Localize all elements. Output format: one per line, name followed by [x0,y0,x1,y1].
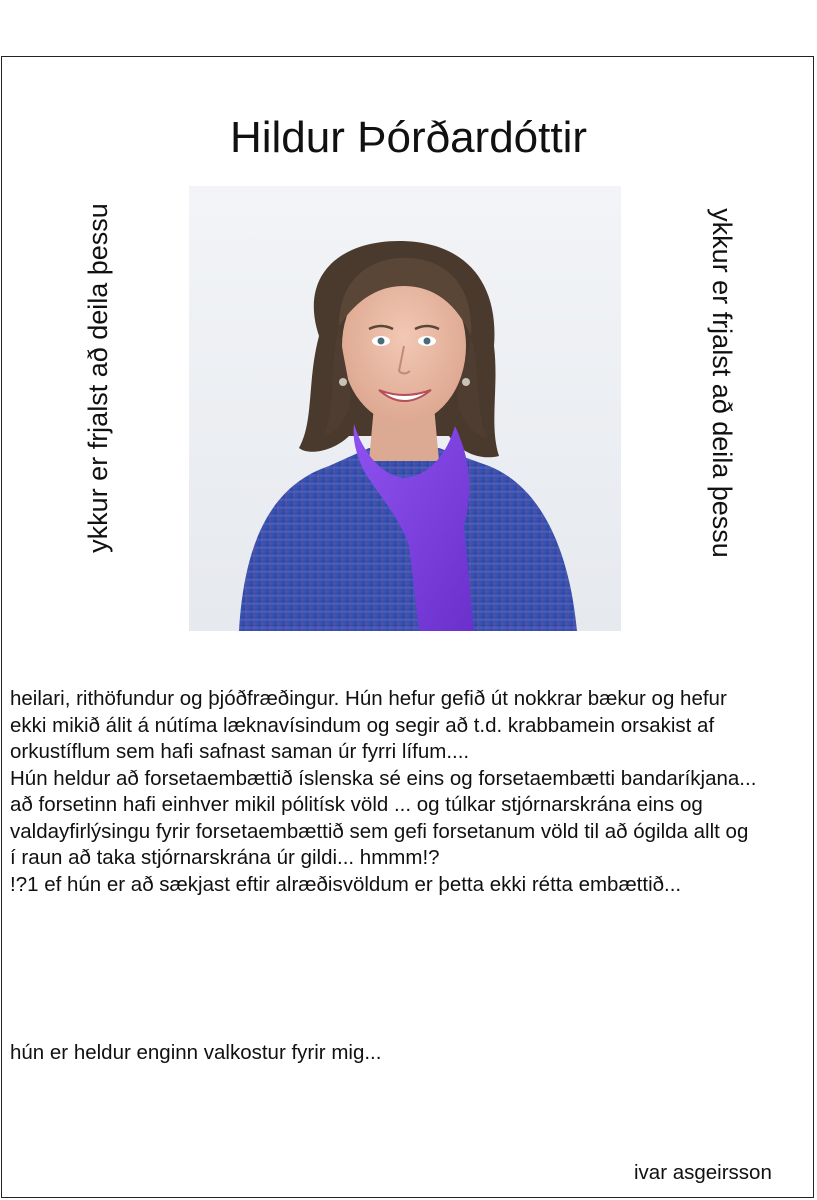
author-signature: ivar asgeirsson [634,1161,772,1184]
bio-line: ekki mikið álit á nútíma læknavísindum og segir að t.d. krabbamein orsakist af [10,713,715,737]
side-text-left: ykkur er frjalst að deila þessu [83,203,113,553]
bio-line: að forsetinn hafi einhver mikil pólitísk völd ... og túlkar stjórnarskrána eins og [10,793,703,816]
side-text-right: ykkur er frjalst að deila þessu [707,208,737,558]
closing-statement: hún er heldur enginn valkostur fyrir mig... [10,1041,382,1064]
portrait-illustration [189,186,621,631]
bio-text [10,686,810,898]
bio-line: Hún heldur að forsetaembættið íslenska sé eins og forsetaembætti bandaríkjana... [10,766,757,790]
bio-line: heilari, rithöfundur og þjóðfræðingur. Hún hefur gefið út nokkrar bækur og hefur [10,687,727,710]
bio-line: !?1 ef hún er að sækjast eftir alræðisvöldum er þetta ekki rétta embættið... [10,872,682,896]
page-title: Hildur Þórðardóttir [229,113,588,162]
bio-line: í raun að taka stjórnarskrána úr gildi... hmmm!? [10,846,440,869]
portrait-photo [189,186,621,631]
bio-line: orkustíflum sem hafi safnast saman úr fyrri lífum.... [10,740,470,763]
bio-line: valdayfirlýsingu fyrir forsetaembættið sem gefi forsetanum völd til að ógilda allt og [10,819,749,843]
